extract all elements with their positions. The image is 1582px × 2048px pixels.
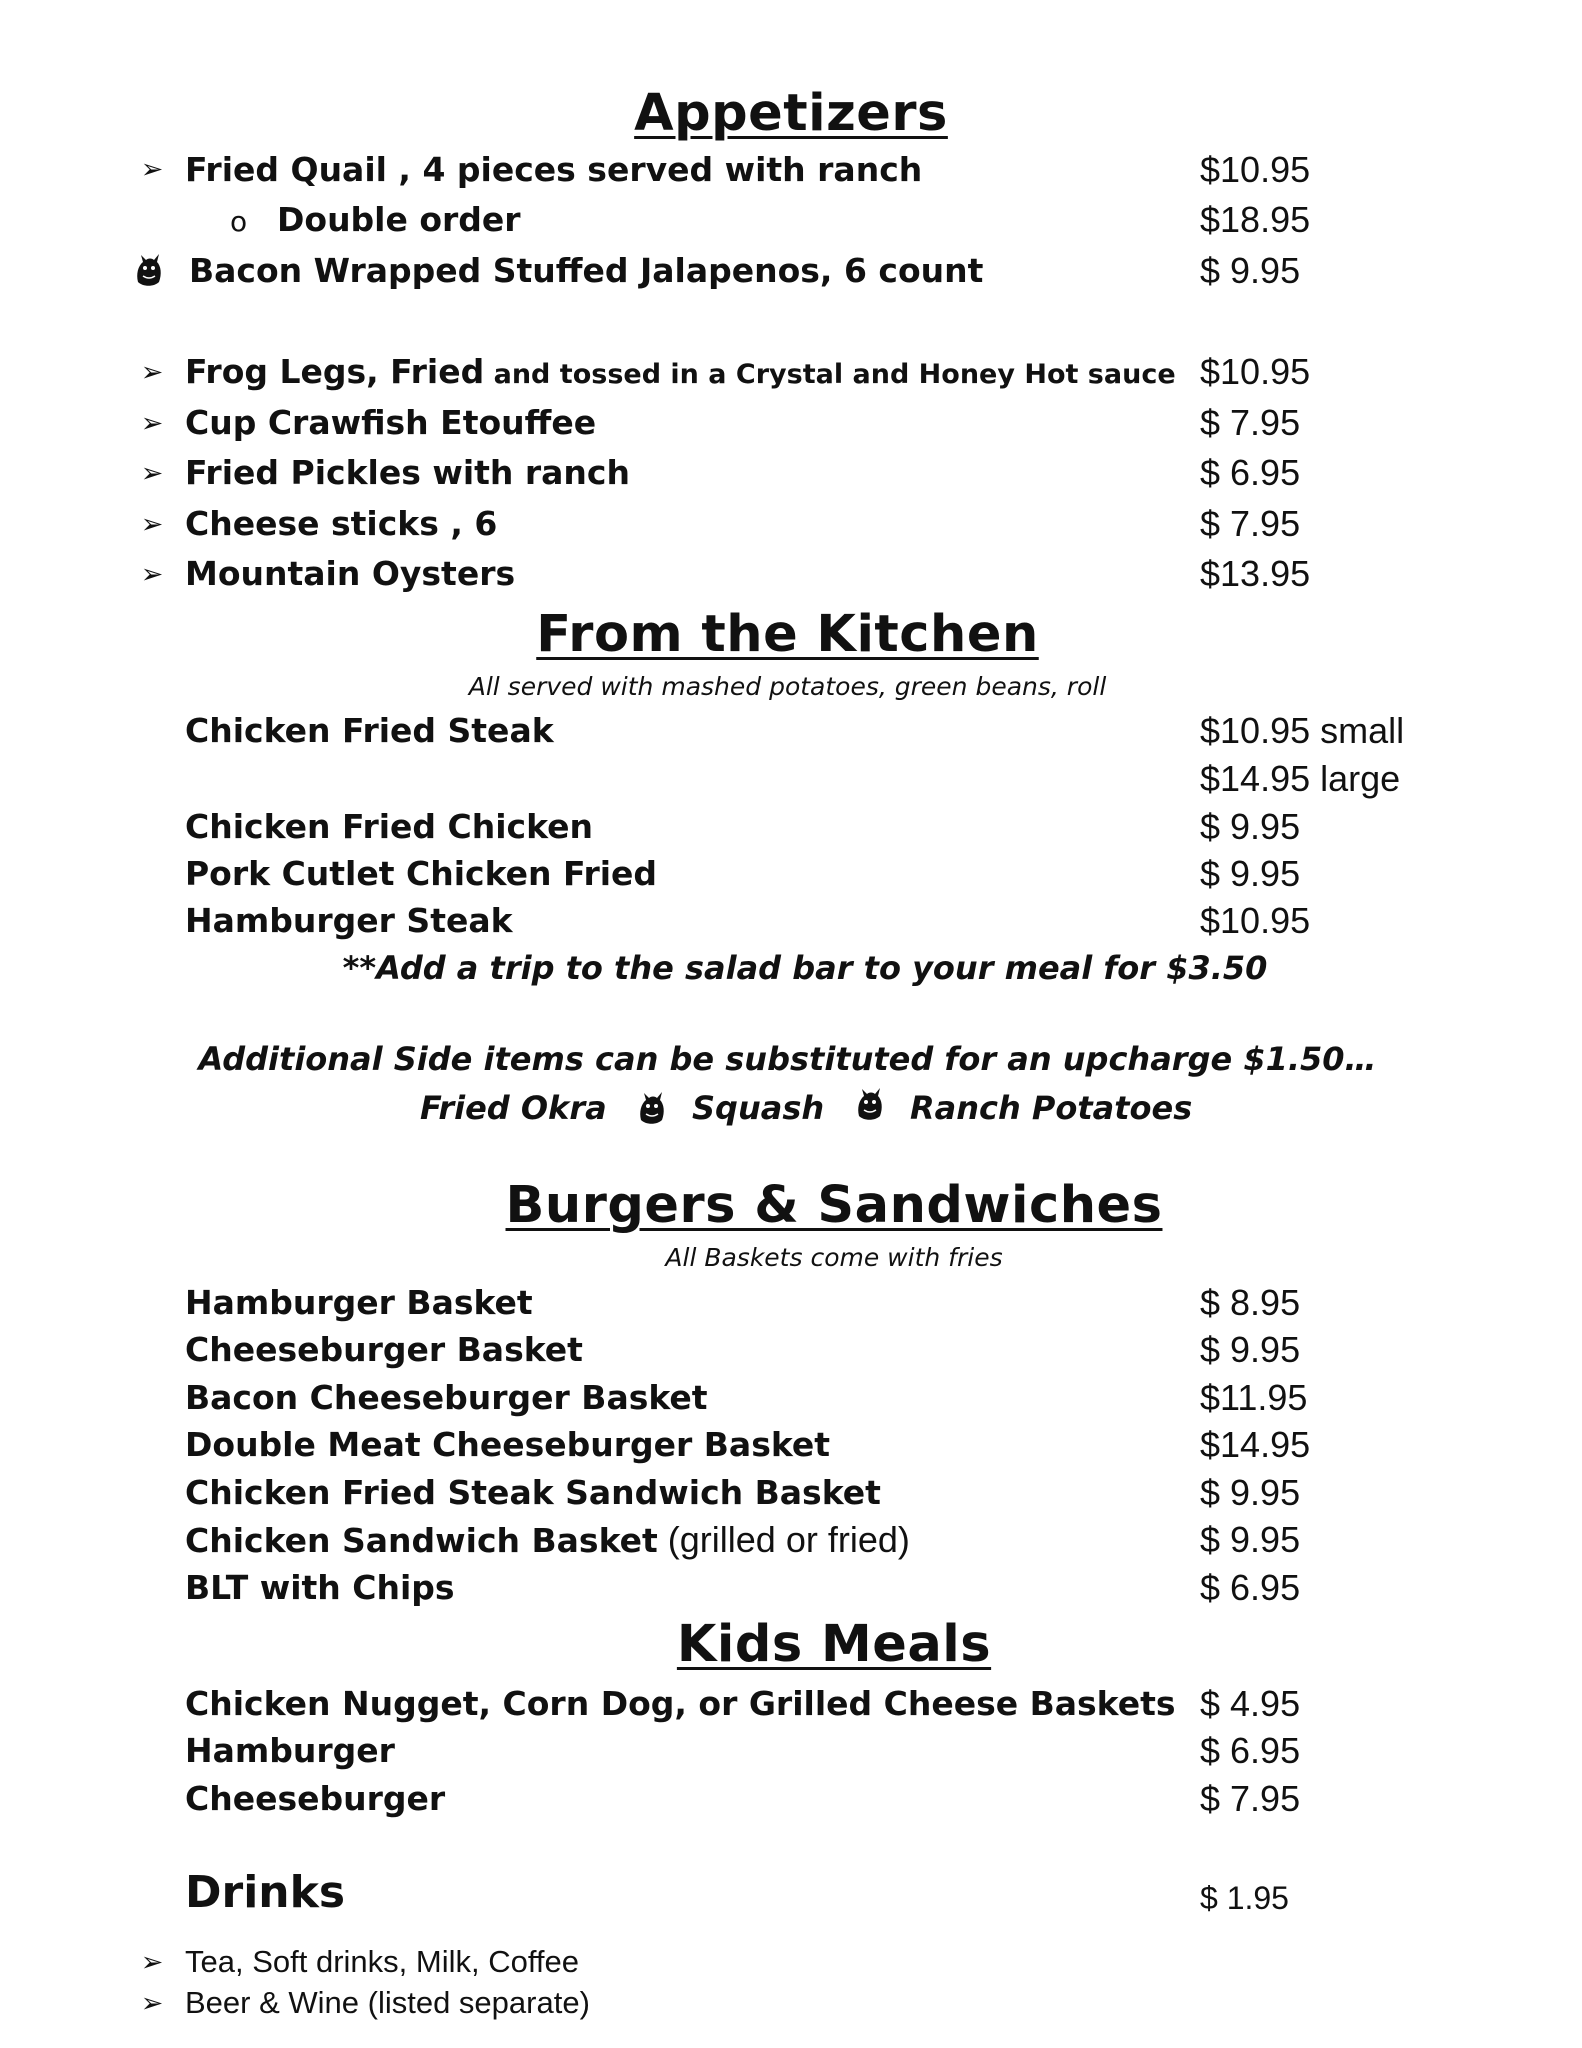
cheese-sticks-price: $ 7.95 — [1200, 503, 1301, 544]
double-order-price: $18.95 — [1200, 199, 1311, 240]
burger-item-name: Bacon Cheeseburger Basket — [185, 1378, 708, 1417]
arrow-bullet-icon: ➢ — [140, 458, 164, 489]
cowboy-mascot-icon — [134, 252, 164, 288]
kitchen-heading: From the Kitchen — [536, 605, 1039, 664]
cheese-sticks-name: Cheese sticks , 6 — [185, 504, 498, 543]
fried-quail-price: $10.95 — [1200, 149, 1311, 190]
burger-item-name: Double Meat Cheeseburger Basket — [185, 1425, 831, 1464]
arrow-bullet-icon: ➢ — [140, 1947, 164, 1978]
burger-item-price: $ 6.95 — [1200, 1567, 1301, 1608]
burger-item-name: Chicken Fried Steak Sandwich Basket — [185, 1473, 881, 1512]
kids-item-name: Hamburger — [185, 1731, 395, 1770]
burgers-subtitle: All Baskets come with fries — [665, 1243, 1003, 1272]
fried-quail-name: Fried Quail , 4 pieces served with ranch — [185, 150, 923, 189]
kitchen-item-price: $10.95 small — [1200, 710, 1405, 751]
chicken-sandwich-option: (grilled or fried) — [657, 1519, 910, 1560]
burger-item-price: $ 8.95 — [1200, 1282, 1301, 1323]
drinks-heading: Drinks — [185, 1867, 346, 1918]
crawfish-name: Cup Crawfish Etouffee — [185, 403, 597, 442]
drinks-item: Tea, Soft drinks, Milk, Coffee — [185, 1944, 579, 1979]
drinks-price: $ 1.95 — [1200, 1880, 1289, 1916]
kitchen-item-name: Chicken Fried Chicken — [185, 807, 594, 846]
jalapenos-price: $ 9.95 — [1200, 250, 1301, 291]
burgers-heading: Burgers & Sandwiches — [505, 1176, 1163, 1235]
arrow-bullet-icon: ➢ — [140, 154, 164, 185]
arrow-bullet-icon: ➢ — [140, 357, 164, 388]
burger-item-price: $ 9.95 — [1200, 1329, 1301, 1370]
sides-note: Additional Side items can be substituted for an upcharge $1.50… — [198, 1040, 1377, 1078]
double-order-name: Double order — [277, 200, 521, 239]
burger-item-name: Hamburger Basket — [185, 1283, 533, 1322]
burger-item-price: $ 9.95 — [1200, 1472, 1301, 1513]
kids-item-price: $ 6.95 — [1200, 1730, 1301, 1771]
crawfish-price: $ 7.95 — [1200, 402, 1301, 443]
side-squash: Squash — [692, 1089, 825, 1127]
cowboy-mascot-icon — [637, 1090, 667, 1126]
kitchen-item-price: $ 9.95 — [1200, 806, 1301, 847]
burger-item-price: $14.95 — [1200, 1424, 1311, 1465]
frog-legs-name-detail: and tossed in a Crystal and Honey Hot sauce — [484, 359, 1176, 390]
pickles-name: Fried Pickles with ranch — [185, 453, 630, 492]
kitchen-item-name: Hamburger Steak — [185, 901, 513, 940]
burger-item-name: Cheeseburger Basket — [185, 1330, 583, 1369]
arrow-bullet-icon: ➢ — [140, 408, 164, 439]
appetizers-heading: Appetizers — [634, 84, 948, 143]
arrow-bullet-icon: ➢ — [140, 509, 164, 540]
side-ranch-potatoes: Ranch Potatoes — [910, 1089, 1193, 1127]
kids-item-name: Chicken Nugget, Corn Dog, or Grilled Cheese Baskets — [185, 1684, 1176, 1723]
kitchen-item-price: $10.95 — [1200, 900, 1311, 941]
pickles-price: $ 6.95 — [1200, 452, 1301, 493]
kids-item-price: $ 7.95 — [1200, 1778, 1301, 1819]
frog-legs-price: $10.95 — [1200, 351, 1311, 392]
burger-item-price: $11.95 — [1200, 1377, 1308, 1418]
kitchen-subtitle: All served with mashed potatoes, green beans, roll — [468, 672, 1107, 701]
drinks-item: Beer & Wine (listed separate) — [185, 1985, 590, 2020]
frog-legs-name — [185, 350, 1176, 397]
frog-legs-name-main: Frog Legs, Fried — [185, 352, 485, 391]
jalapenos-name: Bacon Wrapped Stuffed Jalapenos, 6 count — [189, 251, 984, 290]
kitchen-item-name: Pork Cutlet Chicken Fried — [185, 854, 658, 893]
kitchen-item-name: Chicken Fried Steak — [185, 711, 554, 750]
burger-item-name: BLT with Chips — [185, 1568, 455, 1607]
kids-item-name: Cheeseburger — [185, 1779, 446, 1818]
arrow-bullet-icon: ➢ — [140, 1988, 164, 2019]
burger-item-name — [185, 1518, 910, 1563]
kitchen-item-price: $14.95 large — [1200, 758, 1401, 799]
side-fried-okra: Fried Okra — [420, 1089, 607, 1127]
salad-bar-note: **Add a trip to the salad bar to your meal for $3.50 — [342, 949, 1268, 987]
chicken-sandwich-name: Chicken Sandwich Basket — [185, 1521, 658, 1560]
circle-bullet-icon: o — [230, 205, 248, 238]
cowboy-mascot-icon — [855, 1086, 885, 1122]
oysters-price: $13.95 — [1200, 553, 1311, 594]
arrow-bullet-icon: ➢ — [140, 559, 164, 590]
kitchen-item-price: $ 9.95 — [1200, 853, 1301, 894]
kids-item-price: $ 4.95 — [1200, 1683, 1301, 1724]
oysters-name: Mountain Oysters — [185, 554, 516, 593]
burger-item-price: $ 9.95 — [1200, 1519, 1301, 1560]
kids-heading: Kids Meals — [676, 1615, 992, 1674]
